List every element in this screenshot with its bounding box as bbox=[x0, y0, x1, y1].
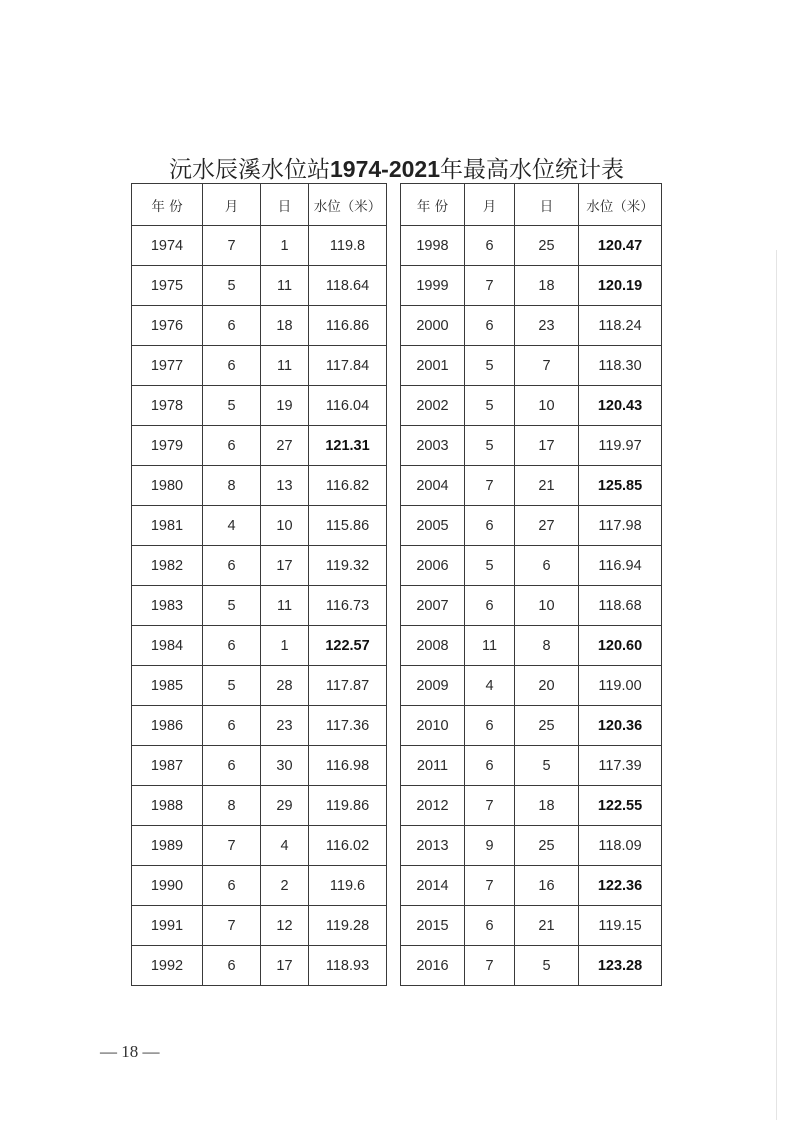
day-cell: 25 bbox=[515, 226, 579, 266]
month-cell: 8 bbox=[203, 466, 261, 506]
month-cell: 6 bbox=[203, 346, 261, 386]
day-cell: 20 bbox=[515, 666, 579, 706]
header-year: 年 份 bbox=[132, 184, 203, 226]
table-row bbox=[132, 546, 387, 586]
day-cell: 10 bbox=[515, 586, 579, 626]
table-row bbox=[132, 586, 387, 626]
table-row bbox=[132, 386, 387, 426]
year-cell: 1992 bbox=[132, 946, 203, 986]
table-row bbox=[401, 426, 662, 466]
table-row bbox=[132, 906, 387, 946]
water-level-cell: 116.98 bbox=[309, 746, 387, 786]
month-cell: 6 bbox=[203, 426, 261, 466]
water-level-cell: 122.57 bbox=[309, 626, 387, 666]
year-cell: 2012 bbox=[401, 786, 465, 826]
document-title bbox=[0, 152, 793, 186]
day-cell: 28 bbox=[261, 666, 309, 706]
table-row bbox=[401, 466, 662, 506]
table-row bbox=[132, 666, 387, 706]
year-cell: 1991 bbox=[132, 906, 203, 946]
table-row bbox=[401, 306, 662, 346]
table-left-body bbox=[132, 184, 387, 986]
month-cell: 6 bbox=[203, 946, 261, 986]
header-month: 月 bbox=[465, 184, 515, 226]
year-cell: 2015 bbox=[401, 906, 465, 946]
table-row bbox=[401, 786, 662, 826]
page-number: — 18 — bbox=[100, 1042, 160, 1061]
month-cell: 7 bbox=[203, 226, 261, 266]
month-cell: 6 bbox=[465, 506, 515, 546]
day-cell: 13 bbox=[261, 466, 309, 506]
month-cell: 6 bbox=[465, 226, 515, 266]
table-row bbox=[132, 786, 387, 826]
water-level-cell: 119.86 bbox=[309, 786, 387, 826]
scan-edge-line bbox=[776, 250, 777, 1120]
water-level-cell: 118.30 bbox=[579, 346, 662, 386]
month-cell: 6 bbox=[203, 626, 261, 666]
table-row bbox=[132, 866, 387, 906]
day-cell: 17 bbox=[515, 426, 579, 466]
day-cell: 16 bbox=[515, 866, 579, 906]
water-level-cell: 122.36 bbox=[579, 866, 662, 906]
month-cell: 6 bbox=[465, 306, 515, 346]
year-cell: 1985 bbox=[132, 666, 203, 706]
day-cell: 21 bbox=[515, 906, 579, 946]
water-level-cell: 120.47 bbox=[579, 226, 662, 266]
day-cell: 18 bbox=[515, 786, 579, 826]
day-cell: 12 bbox=[261, 906, 309, 946]
year-cell: 2009 bbox=[401, 666, 465, 706]
table-row bbox=[401, 226, 662, 266]
water-level-cell: 115.86 bbox=[309, 506, 387, 546]
water-level-cell: 116.86 bbox=[309, 306, 387, 346]
water-level-cell: 117.39 bbox=[579, 746, 662, 786]
day-cell: 30 bbox=[261, 746, 309, 786]
table-row bbox=[401, 506, 662, 546]
month-cell: 5 bbox=[203, 266, 261, 306]
day-cell: 11 bbox=[261, 266, 309, 306]
day-cell: 17 bbox=[261, 946, 309, 986]
month-cell: 5 bbox=[203, 386, 261, 426]
day-cell: 11 bbox=[261, 586, 309, 626]
year-cell: 1976 bbox=[132, 306, 203, 346]
header-day: 日 bbox=[515, 184, 579, 226]
month-cell: 6 bbox=[203, 746, 261, 786]
month-cell: 7 bbox=[203, 906, 261, 946]
year-cell: 1990 bbox=[132, 866, 203, 906]
year-cell: 1980 bbox=[132, 466, 203, 506]
water-level-cell: 116.04 bbox=[309, 386, 387, 426]
header-water-level: 水位（米） bbox=[309, 184, 387, 226]
water-level-cell: 117.36 bbox=[309, 706, 387, 746]
water-level-cell: 118.68 bbox=[579, 586, 662, 626]
day-cell: 27 bbox=[261, 426, 309, 466]
year-cell: 2008 bbox=[401, 626, 465, 666]
month-cell: 6 bbox=[203, 546, 261, 586]
year-cell: 2011 bbox=[401, 746, 465, 786]
table-row bbox=[132, 706, 387, 746]
water-level-cell: 120.43 bbox=[579, 386, 662, 426]
water-level-cell: 119.32 bbox=[309, 546, 387, 586]
table-row bbox=[132, 306, 387, 346]
table-row bbox=[132, 426, 387, 466]
year-cell: 2000 bbox=[401, 306, 465, 346]
water-level-cell: 117.84 bbox=[309, 346, 387, 386]
header-month: 月 bbox=[203, 184, 261, 226]
month-cell: 6 bbox=[465, 706, 515, 746]
month-cell: 6 bbox=[203, 706, 261, 746]
month-cell: 11 bbox=[465, 626, 515, 666]
title-years: 1974-2021 bbox=[330, 156, 440, 182]
year-cell: 2002 bbox=[401, 386, 465, 426]
water-level-cell: 117.87 bbox=[309, 666, 387, 706]
day-cell: 7 bbox=[515, 346, 579, 386]
table-row bbox=[401, 266, 662, 306]
month-cell: 7 bbox=[465, 266, 515, 306]
year-cell: 1974 bbox=[132, 226, 203, 266]
table-row bbox=[132, 226, 387, 266]
year-cell: 2013 bbox=[401, 826, 465, 866]
year-cell: 2016 bbox=[401, 946, 465, 986]
water-level-cell: 116.73 bbox=[309, 586, 387, 626]
table-row bbox=[401, 666, 662, 706]
month-cell: 6 bbox=[465, 746, 515, 786]
day-cell: 23 bbox=[515, 306, 579, 346]
table-right-body bbox=[401, 184, 662, 986]
water-level-cell: 120.19 bbox=[579, 266, 662, 306]
month-cell: 8 bbox=[203, 786, 261, 826]
year-cell: 1983 bbox=[132, 586, 203, 626]
day-cell: 1 bbox=[261, 226, 309, 266]
water-level-cell: 123.28 bbox=[579, 946, 662, 986]
title-prefix: 沅水辰溪水位站 bbox=[169, 157, 330, 183]
table-row bbox=[132, 346, 387, 386]
day-cell: 5 bbox=[515, 946, 579, 986]
table-row bbox=[401, 586, 662, 626]
table-row bbox=[132, 746, 387, 786]
month-cell: 5 bbox=[203, 586, 261, 626]
water-level-cell: 120.60 bbox=[579, 626, 662, 666]
table-row bbox=[401, 826, 662, 866]
year-cell: 2004 bbox=[401, 466, 465, 506]
month-cell: 7 bbox=[465, 946, 515, 986]
water-level-cell: 116.82 bbox=[309, 466, 387, 506]
month-cell: 4 bbox=[465, 666, 515, 706]
water-level-cell: 118.93 bbox=[309, 946, 387, 986]
day-cell: 19 bbox=[261, 386, 309, 426]
table-row bbox=[401, 746, 662, 786]
month-cell: 6 bbox=[465, 586, 515, 626]
water-level-cell: 119.15 bbox=[579, 906, 662, 946]
day-cell: 23 bbox=[261, 706, 309, 746]
water-level-table-right bbox=[400, 183, 662, 986]
header-day: 日 bbox=[261, 184, 309, 226]
water-level-cell: 118.64 bbox=[309, 266, 387, 306]
table-row bbox=[132, 946, 387, 986]
water-level-cell: 117.98 bbox=[579, 506, 662, 546]
water-level-cell: 121.31 bbox=[309, 426, 387, 466]
year-cell: 2010 bbox=[401, 706, 465, 746]
day-cell: 29 bbox=[261, 786, 309, 826]
year-cell: 1977 bbox=[132, 346, 203, 386]
year-cell: 1988 bbox=[132, 786, 203, 826]
year-cell: 1998 bbox=[401, 226, 465, 266]
day-cell: 17 bbox=[261, 546, 309, 586]
month-cell: 6 bbox=[203, 306, 261, 346]
year-cell: 1975 bbox=[132, 266, 203, 306]
day-cell: 18 bbox=[515, 266, 579, 306]
water-level-cell: 119.8 bbox=[309, 226, 387, 266]
water-level-cell: 116.94 bbox=[579, 546, 662, 586]
table-row bbox=[401, 346, 662, 386]
year-cell: 2007 bbox=[401, 586, 465, 626]
day-cell: 4 bbox=[261, 826, 309, 866]
table-row bbox=[401, 706, 662, 746]
day-cell: 27 bbox=[515, 506, 579, 546]
table-row bbox=[401, 546, 662, 586]
month-cell: 5 bbox=[465, 386, 515, 426]
day-cell: 11 bbox=[261, 346, 309, 386]
water-level-cell: 125.85 bbox=[579, 466, 662, 506]
day-cell: 18 bbox=[261, 306, 309, 346]
table-row bbox=[401, 866, 662, 906]
month-cell: 7 bbox=[465, 786, 515, 826]
year-cell: 1979 bbox=[132, 426, 203, 466]
water-level-cell: 119.97 bbox=[579, 426, 662, 466]
month-cell: 6 bbox=[465, 906, 515, 946]
table-row bbox=[132, 626, 387, 666]
day-cell: 6 bbox=[515, 546, 579, 586]
month-cell: 7 bbox=[465, 866, 515, 906]
table-header-row bbox=[132, 184, 387, 226]
table-row bbox=[401, 906, 662, 946]
year-cell: 1984 bbox=[132, 626, 203, 666]
year-cell: 1987 bbox=[132, 746, 203, 786]
day-cell: 25 bbox=[515, 706, 579, 746]
day-cell: 5 bbox=[515, 746, 579, 786]
table-header-row bbox=[401, 184, 662, 226]
title-suffix: 年最高水位统计表 bbox=[440, 157, 624, 183]
year-cell: 1986 bbox=[132, 706, 203, 746]
water-level-cell: 119.6 bbox=[309, 866, 387, 906]
month-cell: 7 bbox=[203, 826, 261, 866]
table-row bbox=[401, 386, 662, 426]
year-cell: 1982 bbox=[132, 546, 203, 586]
water-level-cell: 122.55 bbox=[579, 786, 662, 826]
water-level-cell: 116.02 bbox=[309, 826, 387, 866]
table-row bbox=[132, 826, 387, 866]
year-cell: 2006 bbox=[401, 546, 465, 586]
year-cell: 2014 bbox=[401, 866, 465, 906]
year-cell: 1981 bbox=[132, 506, 203, 546]
day-cell: 10 bbox=[261, 506, 309, 546]
day-cell: 1 bbox=[261, 626, 309, 666]
month-cell: 5 bbox=[203, 666, 261, 706]
day-cell: 21 bbox=[515, 466, 579, 506]
month-cell: 9 bbox=[465, 826, 515, 866]
water-level-cell: 118.09 bbox=[579, 826, 662, 866]
year-cell: 2001 bbox=[401, 346, 465, 386]
day-cell: 25 bbox=[515, 826, 579, 866]
year-cell: 1999 bbox=[401, 266, 465, 306]
month-cell: 4 bbox=[203, 506, 261, 546]
month-cell: 7 bbox=[465, 466, 515, 506]
header-year: 年 份 bbox=[401, 184, 465, 226]
table-row bbox=[401, 946, 662, 986]
header-water-level: 水位（米） bbox=[579, 184, 662, 226]
table-row bbox=[132, 506, 387, 546]
day-cell: 2 bbox=[261, 866, 309, 906]
year-cell: 2005 bbox=[401, 506, 465, 546]
month-cell: 5 bbox=[465, 426, 515, 466]
month-cell: 5 bbox=[465, 546, 515, 586]
water-level-cell: 118.24 bbox=[579, 306, 662, 346]
day-cell: 10 bbox=[515, 386, 579, 426]
month-cell: 5 bbox=[465, 346, 515, 386]
month-cell: 6 bbox=[203, 866, 261, 906]
year-cell: 1978 bbox=[132, 386, 203, 426]
water-level-table-left bbox=[131, 183, 387, 986]
year-cell: 1989 bbox=[132, 826, 203, 866]
water-level-cell: 120.36 bbox=[579, 706, 662, 746]
water-level-cell: 119.28 bbox=[309, 906, 387, 946]
day-cell: 8 bbox=[515, 626, 579, 666]
water-level-cell: 119.00 bbox=[579, 666, 662, 706]
table-row bbox=[132, 266, 387, 306]
table-row bbox=[132, 466, 387, 506]
table-row bbox=[401, 626, 662, 666]
year-cell: 2003 bbox=[401, 426, 465, 466]
